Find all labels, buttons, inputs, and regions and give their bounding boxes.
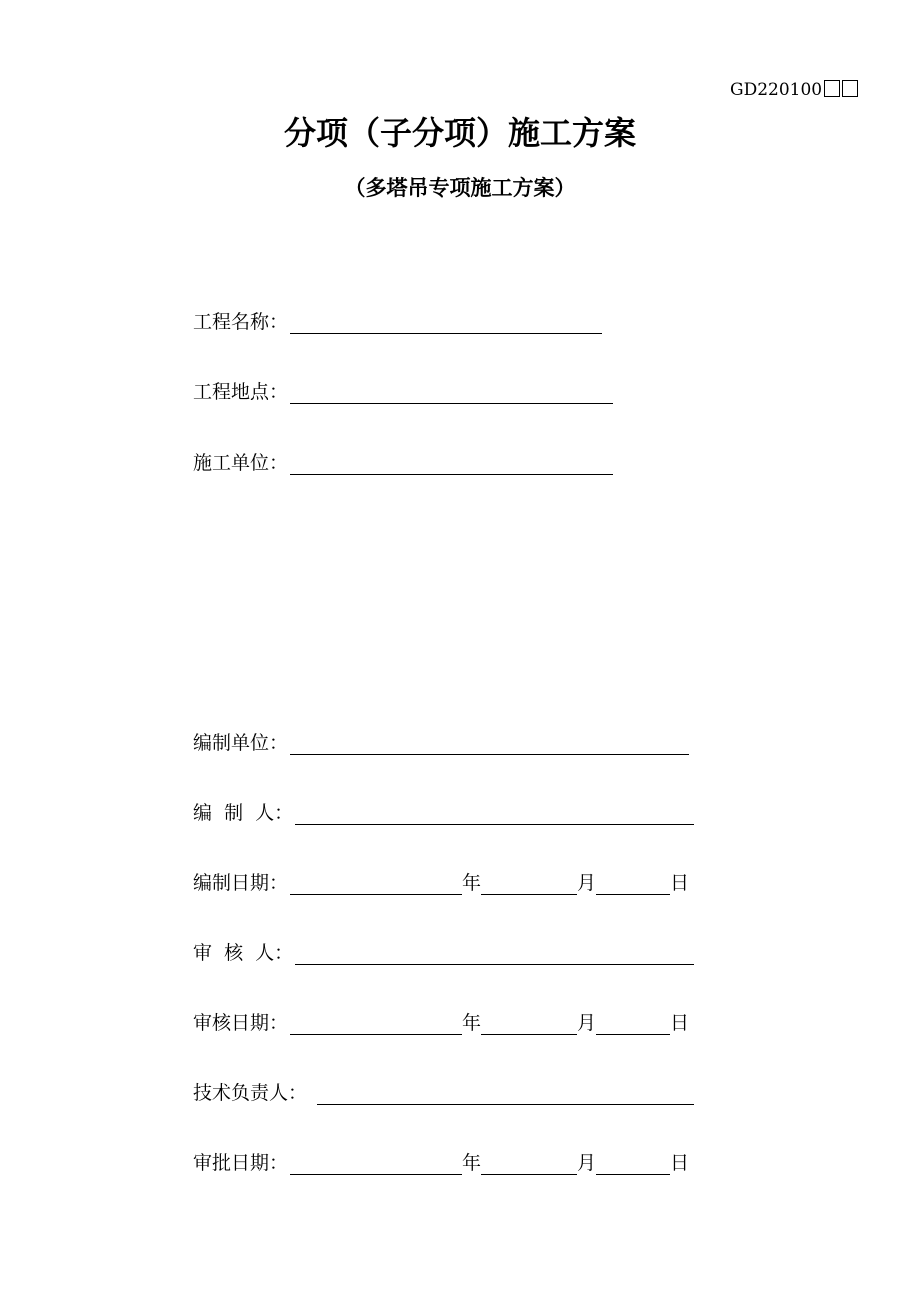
field-project-name xyxy=(193,306,602,334)
field-approval-date xyxy=(193,1147,689,1175)
document-code-text: GD220100 xyxy=(730,80,823,100)
construction-unit-input[interactable] xyxy=(290,452,613,475)
field-construction-unit xyxy=(193,447,613,475)
code-box-2[interactable] xyxy=(842,80,858,97)
project-name-input[interactable] xyxy=(290,311,602,334)
technical-director-input[interactable] xyxy=(317,1082,694,1105)
field-label: 编制日期： xyxy=(193,872,289,894)
project-location-input[interactable] xyxy=(290,381,613,404)
page-subtitle: （多塔吊专项施工方案） xyxy=(344,175,576,200)
field-label: 审核日期： xyxy=(193,1012,289,1034)
field-project-location xyxy=(193,376,613,404)
compile-month-input[interactable] xyxy=(481,872,577,895)
month-unit: 月 xyxy=(577,872,597,894)
compiler-input[interactable] xyxy=(295,802,694,825)
field-compile-date xyxy=(193,867,689,895)
field-review-date xyxy=(193,1007,689,1035)
year-unit: 年 xyxy=(462,872,482,894)
approval-day-input[interactable] xyxy=(596,1152,670,1175)
field-compiling-unit xyxy=(193,727,689,755)
field-technical-director xyxy=(193,1077,694,1105)
review-year-input[interactable] xyxy=(290,1012,462,1035)
reviewer-input[interactable] xyxy=(295,942,694,965)
review-month-input[interactable] xyxy=(481,1012,577,1035)
month-unit: 月 xyxy=(577,1012,597,1034)
day-unit: 日 xyxy=(670,872,690,894)
review-day-input[interactable] xyxy=(596,1012,670,1035)
compile-day-input[interactable] xyxy=(596,872,670,895)
document-code xyxy=(730,80,858,100)
page-title: 分项（子分项）施工方案 xyxy=(283,114,636,152)
field-label: 工程地点： xyxy=(193,381,289,403)
field-label: 审 核 人： xyxy=(193,942,294,964)
approval-month-input[interactable] xyxy=(481,1152,577,1175)
field-label: 审批日期： xyxy=(193,1152,289,1174)
field-label: 工程名称： xyxy=(193,311,289,333)
field-label: 编制单位： xyxy=(193,732,289,754)
field-reviewer xyxy=(193,937,694,965)
month-unit: 月 xyxy=(577,1152,597,1174)
compile-year-input[interactable] xyxy=(290,872,462,895)
day-unit: 日 xyxy=(670,1152,690,1174)
year-unit: 年 xyxy=(462,1152,482,1174)
approval-year-input[interactable] xyxy=(290,1152,462,1175)
field-label: 技术负责人： xyxy=(193,1082,308,1104)
field-compiler xyxy=(193,797,694,825)
field-label: 施工单位： xyxy=(193,452,289,474)
field-label: 编 制 人： xyxy=(193,802,294,824)
day-unit: 日 xyxy=(670,1012,690,1034)
year-unit: 年 xyxy=(462,1012,482,1034)
compiling-unit-input[interactable] xyxy=(290,732,689,755)
code-box-1[interactable] xyxy=(824,80,840,97)
